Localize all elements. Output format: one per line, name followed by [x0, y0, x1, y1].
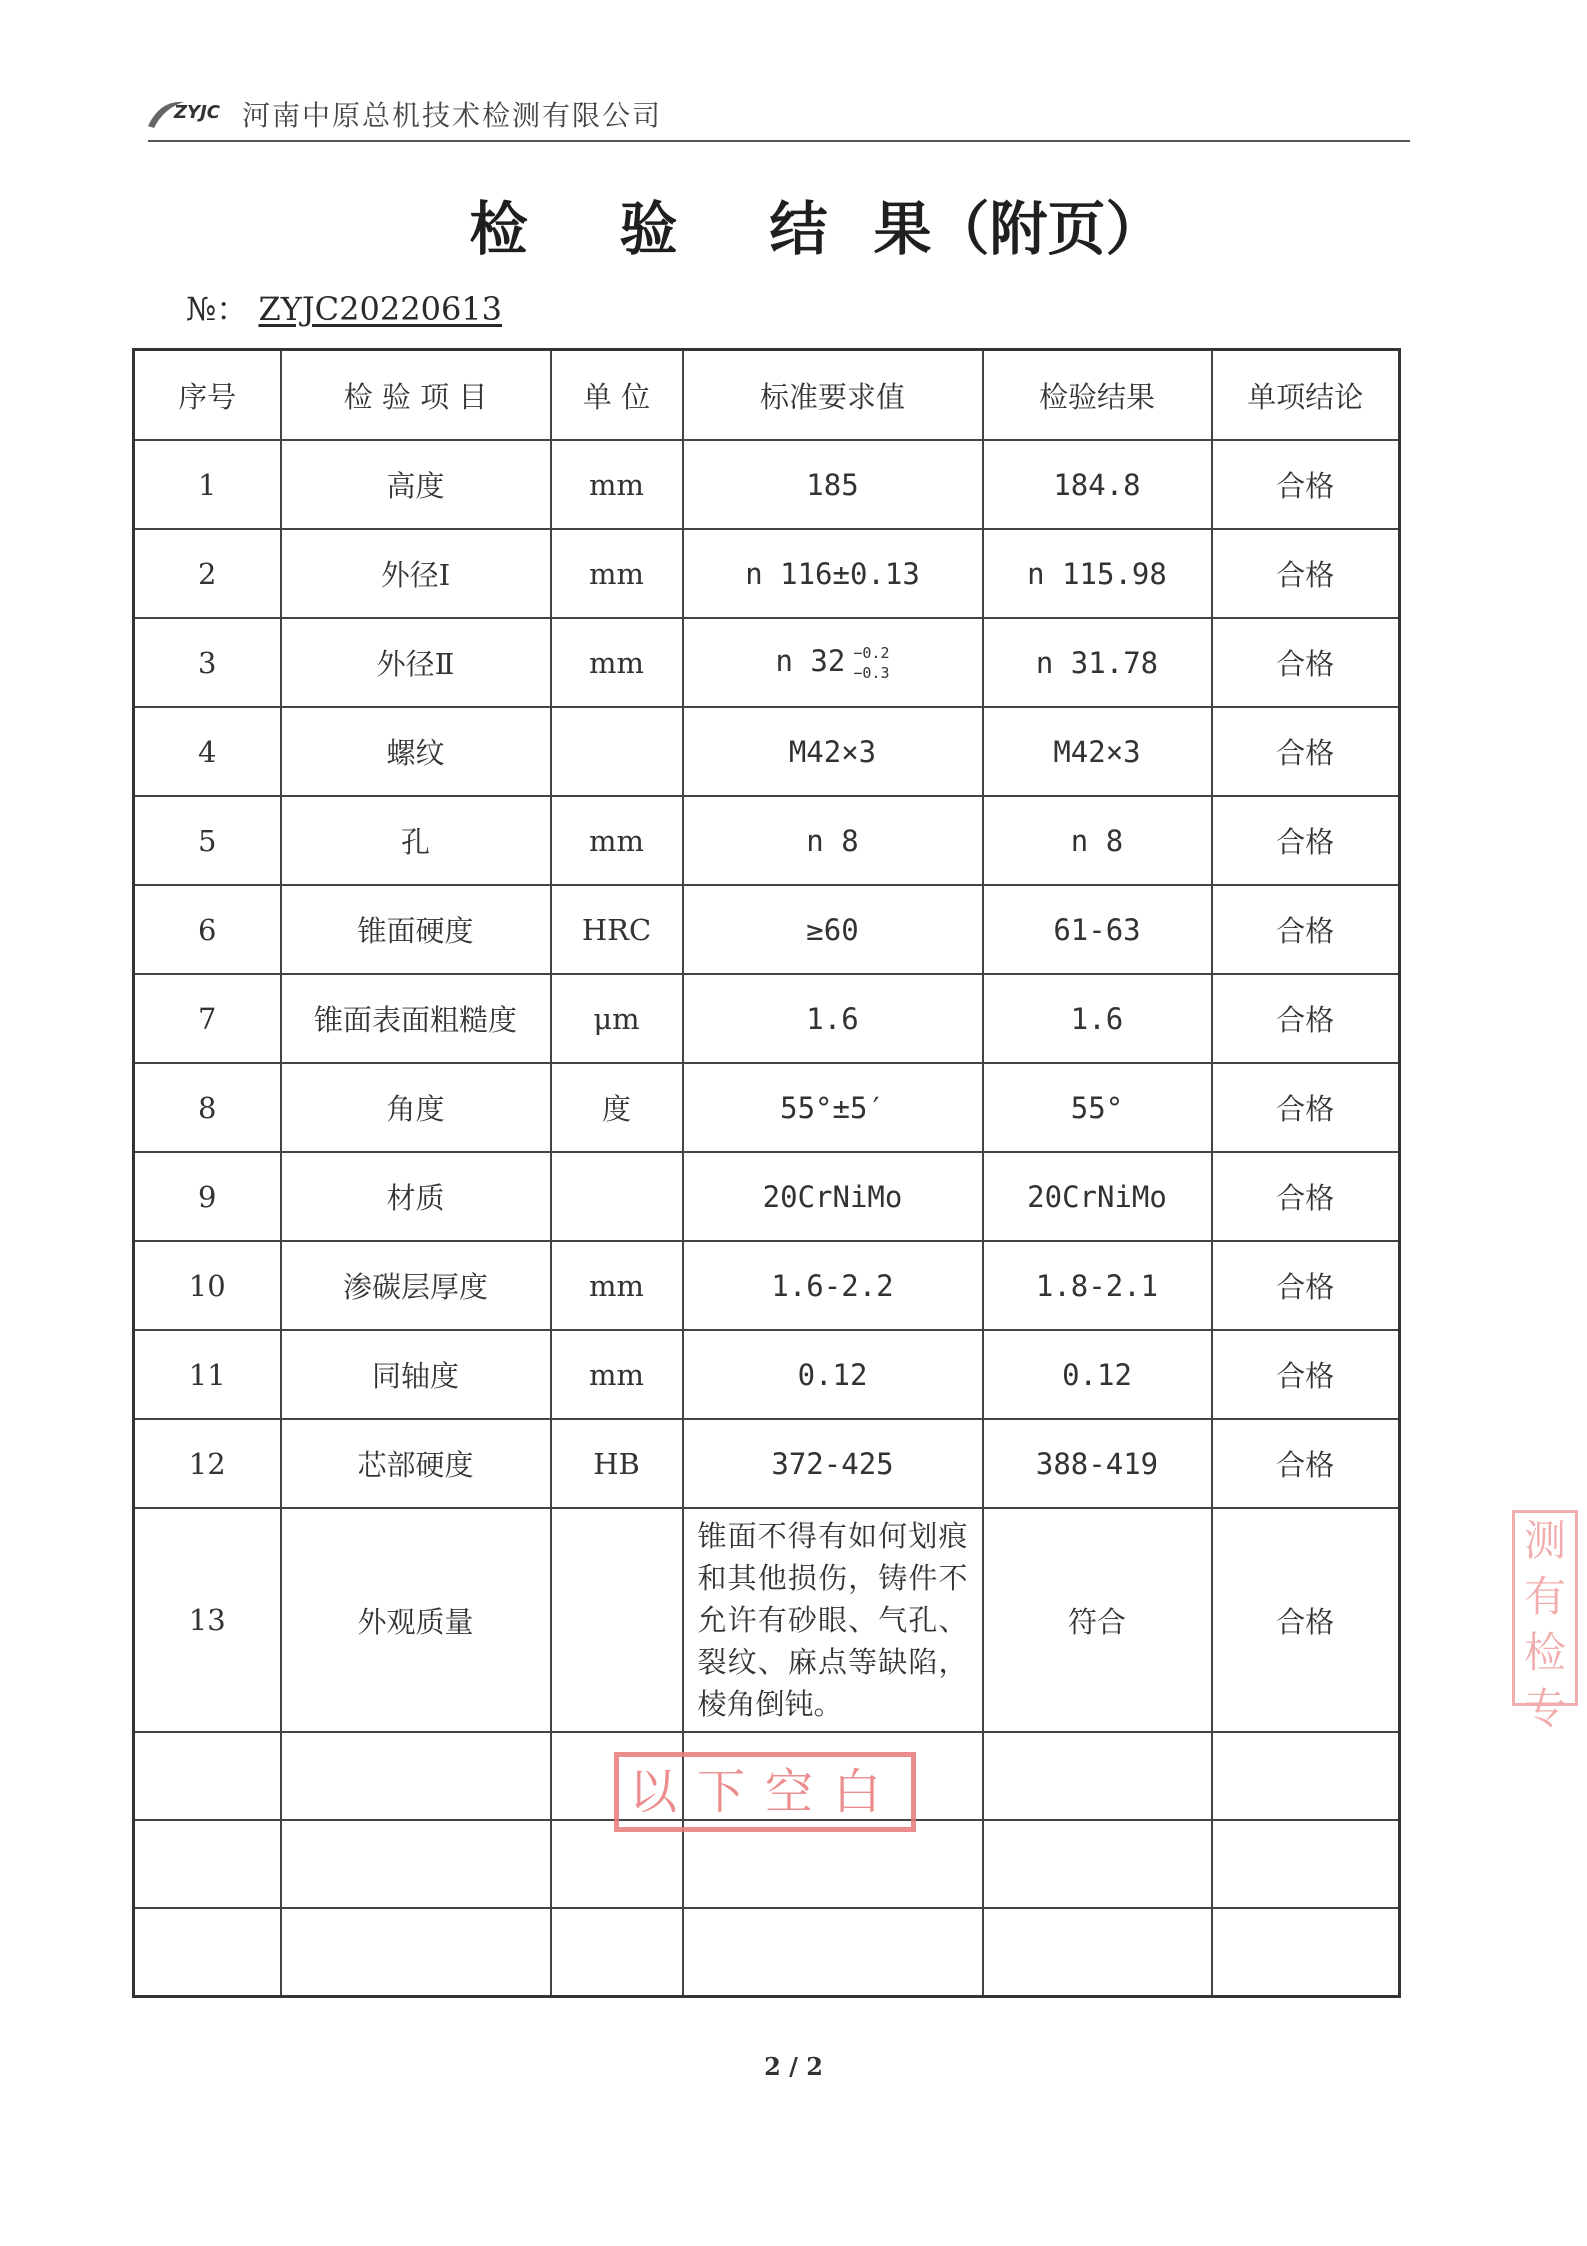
company-logo [148, 96, 240, 132]
cell-verdict: 合格 [1212, 707, 1400, 796]
cell-standard: n 116±0.13 [683, 529, 983, 618]
empty-cell [1212, 1908, 1400, 1997]
header-result: 检验结果 [983, 350, 1212, 441]
header-verdict: 单项结论 [1212, 350, 1400, 441]
cell-item: 外观质量 [281, 1508, 551, 1732]
title-char-3: 结 [769, 195, 828, 263]
empty-cell [134, 1820, 281, 1908]
standard-nominal: n 32 [775, 643, 846, 678]
cell-standard: 372-425 [683, 1419, 983, 1508]
side-seal-stamp: 测有检专 [1512, 1510, 1578, 1706]
cell-unit: mm [551, 529, 683, 618]
cell-verdict: 合格 [1212, 974, 1400, 1063]
cell-result: 184.8 [983, 440, 1212, 529]
table-row [134, 1241, 1400, 1330]
cell-verdict: 合格 [1212, 529, 1400, 618]
cell-item: 材质 [281, 1152, 551, 1241]
empty-cell [134, 1908, 281, 1997]
header-item: 检 验 项 目 [281, 350, 551, 441]
table-row [134, 529, 1400, 618]
cell-standard: n 8 [683, 796, 983, 885]
cell-standard: 185 [683, 440, 983, 529]
cell-no: 9 [134, 1152, 281, 1241]
cell-standard: 0.12 [683, 1330, 983, 1419]
tolerance [853, 643, 889, 683]
cell-standard [683, 618, 983, 707]
cell-item: 螺纹 [281, 707, 551, 796]
cell-no: 2 [134, 529, 281, 618]
empty-cell [983, 1820, 1212, 1908]
title-char-2: 验 [619, 195, 678, 263]
table-row-empty [134, 1908, 1400, 1997]
header-standard: 标准要求值 [683, 350, 983, 441]
cell-verdict: 合格 [1212, 1419, 1400, 1508]
table-header-row [134, 350, 1400, 441]
cell-no: 13 [134, 1508, 281, 1732]
cell-result: M42×3 [983, 707, 1212, 796]
cell-no: 3 [134, 618, 281, 707]
table-row [134, 974, 1400, 1063]
cell-no: 11 [134, 1330, 281, 1419]
cell-standard: 55°±5′ [683, 1063, 983, 1152]
page-title [0, 182, 1587, 266]
tolerance-upper: −0.2 [853, 643, 890, 662]
logo-text: ZYJC [174, 102, 220, 123]
table-row [134, 618, 1400, 707]
table-row-empty [134, 1820, 1400, 1908]
cell-unit: 度 [551, 1063, 683, 1152]
cell-item: 锥面表面粗糙度 [281, 974, 551, 1063]
cell-verdict: 合格 [1212, 796, 1400, 885]
table-row [134, 1508, 1400, 1732]
cell-result: n 31.78 [983, 618, 1212, 707]
cell-unit: mm [551, 796, 683, 885]
cell-result: 符合 [983, 1508, 1212, 1732]
cell-no: 1 [134, 440, 281, 529]
cell-unit [551, 707, 683, 796]
cell-result: n 115.98 [983, 529, 1212, 618]
cell-standard: M42×3 [683, 707, 983, 796]
empty-cell [281, 1908, 551, 1997]
cell-verdict: 合格 [1212, 1063, 1400, 1152]
cell-unit [551, 1508, 683, 1732]
cell-no: 6 [134, 885, 281, 974]
cell-verdict: 合格 [1212, 1508, 1400, 1732]
table-row [134, 1152, 1400, 1241]
header-no: 序号 [134, 350, 281, 441]
report-number-label: №： [186, 290, 249, 328]
empty-cell [281, 1732, 551, 1820]
blank-below-stamp: 以下空白 [614, 1752, 916, 1832]
header-unit: 单 位 [551, 350, 683, 441]
title-suffix: 果（附页） [873, 195, 1164, 263]
cell-result: 55° [983, 1063, 1212, 1152]
cell-unit: μm [551, 974, 683, 1063]
cell-unit: HRC [551, 885, 683, 974]
inspection-results-table [132, 348, 1401, 1998]
cell-unit [551, 1152, 683, 1241]
cell-verdict: 合格 [1212, 1330, 1400, 1419]
letterhead [148, 88, 1410, 142]
cell-verdict: 合格 [1212, 885, 1400, 974]
cell-item: 渗碳层厚度 [281, 1241, 551, 1330]
report-number-value: ZYJC20220613 [258, 290, 503, 328]
cell-no: 8 [134, 1063, 281, 1152]
cell-standard: ≥60 [683, 885, 983, 974]
cell-result: 388-419 [983, 1419, 1212, 1508]
empty-cell [551, 1820, 683, 1908]
cell-item: 角度 [281, 1063, 551, 1152]
table-row [134, 1330, 1400, 1419]
cell-standard: 1.6-2.2 [683, 1241, 983, 1330]
empty-cell [134, 1732, 281, 1820]
empty-cell [1212, 1732, 1400, 1820]
cell-unit: mm [551, 618, 683, 707]
cell-no: 7 [134, 974, 281, 1063]
empty-cell [281, 1820, 551, 1908]
empty-cell [683, 1820, 983, 1908]
table-row [134, 707, 1400, 796]
cell-result: 1.6 [983, 974, 1212, 1063]
empty-cell [1212, 1820, 1400, 1908]
cell-verdict: 合格 [1212, 618, 1400, 707]
cell-item: 外径Ⅱ [281, 618, 551, 707]
cell-item: 锥面硬度 [281, 885, 551, 974]
cell-unit: mm [551, 440, 683, 529]
cell-verdict: 合格 [1212, 1152, 1400, 1241]
cell-item: 芯部硬度 [281, 1419, 551, 1508]
page-number: 2 / 2 [764, 2052, 823, 2081]
empty-cell [983, 1908, 1212, 1997]
empty-cell [983, 1732, 1212, 1820]
cell-unit: HB [551, 1419, 683, 1508]
title-char-1: 检 [469, 195, 528, 263]
company-name: 河南中原总机技术检测有限公司 [242, 99, 663, 132]
cell-result: 0.12 [983, 1330, 1212, 1419]
cell-item: 孔 [281, 796, 551, 885]
cell-unit: mm [551, 1330, 683, 1419]
cell-standard: 20CrNiMo [683, 1152, 983, 1241]
cell-verdict: 合格 [1212, 440, 1400, 529]
cell-result: n 8 [983, 796, 1212, 885]
cell-verdict: 合格 [1212, 1241, 1400, 1330]
table-row [134, 440, 1400, 529]
empty-cell [551, 1908, 683, 1997]
table-row [134, 885, 1400, 974]
cell-result: 1.8-2.1 [983, 1241, 1212, 1330]
cell-result: 61-63 [983, 885, 1212, 974]
cell-no: 12 [134, 1419, 281, 1508]
tolerance-lower: −0.3 [853, 663, 890, 682]
empty-cell [683, 1908, 983, 1997]
report-number [186, 284, 502, 330]
cell-item: 同轴度 [281, 1330, 551, 1419]
cell-item: 高度 [281, 440, 551, 529]
cell-standard: 锥面不得有如何划痕和其他损伤，铸件不允许有砂眼、气孔、裂纹、麻点等缺陷，棱角倒钝。 [683, 1508, 983, 1732]
table-row [134, 1063, 1400, 1152]
cell-item: 外径Ⅰ [281, 529, 551, 618]
cell-unit: mm [551, 1241, 683, 1330]
cell-result: 20CrNiMo [983, 1152, 1212, 1241]
cell-standard: 1.6 [683, 974, 983, 1063]
table-row [134, 1419, 1400, 1508]
cell-no: 10 [134, 1241, 281, 1330]
cell-no: 4 [134, 707, 281, 796]
cell-no: 5 [134, 796, 281, 885]
table-row [134, 796, 1400, 885]
